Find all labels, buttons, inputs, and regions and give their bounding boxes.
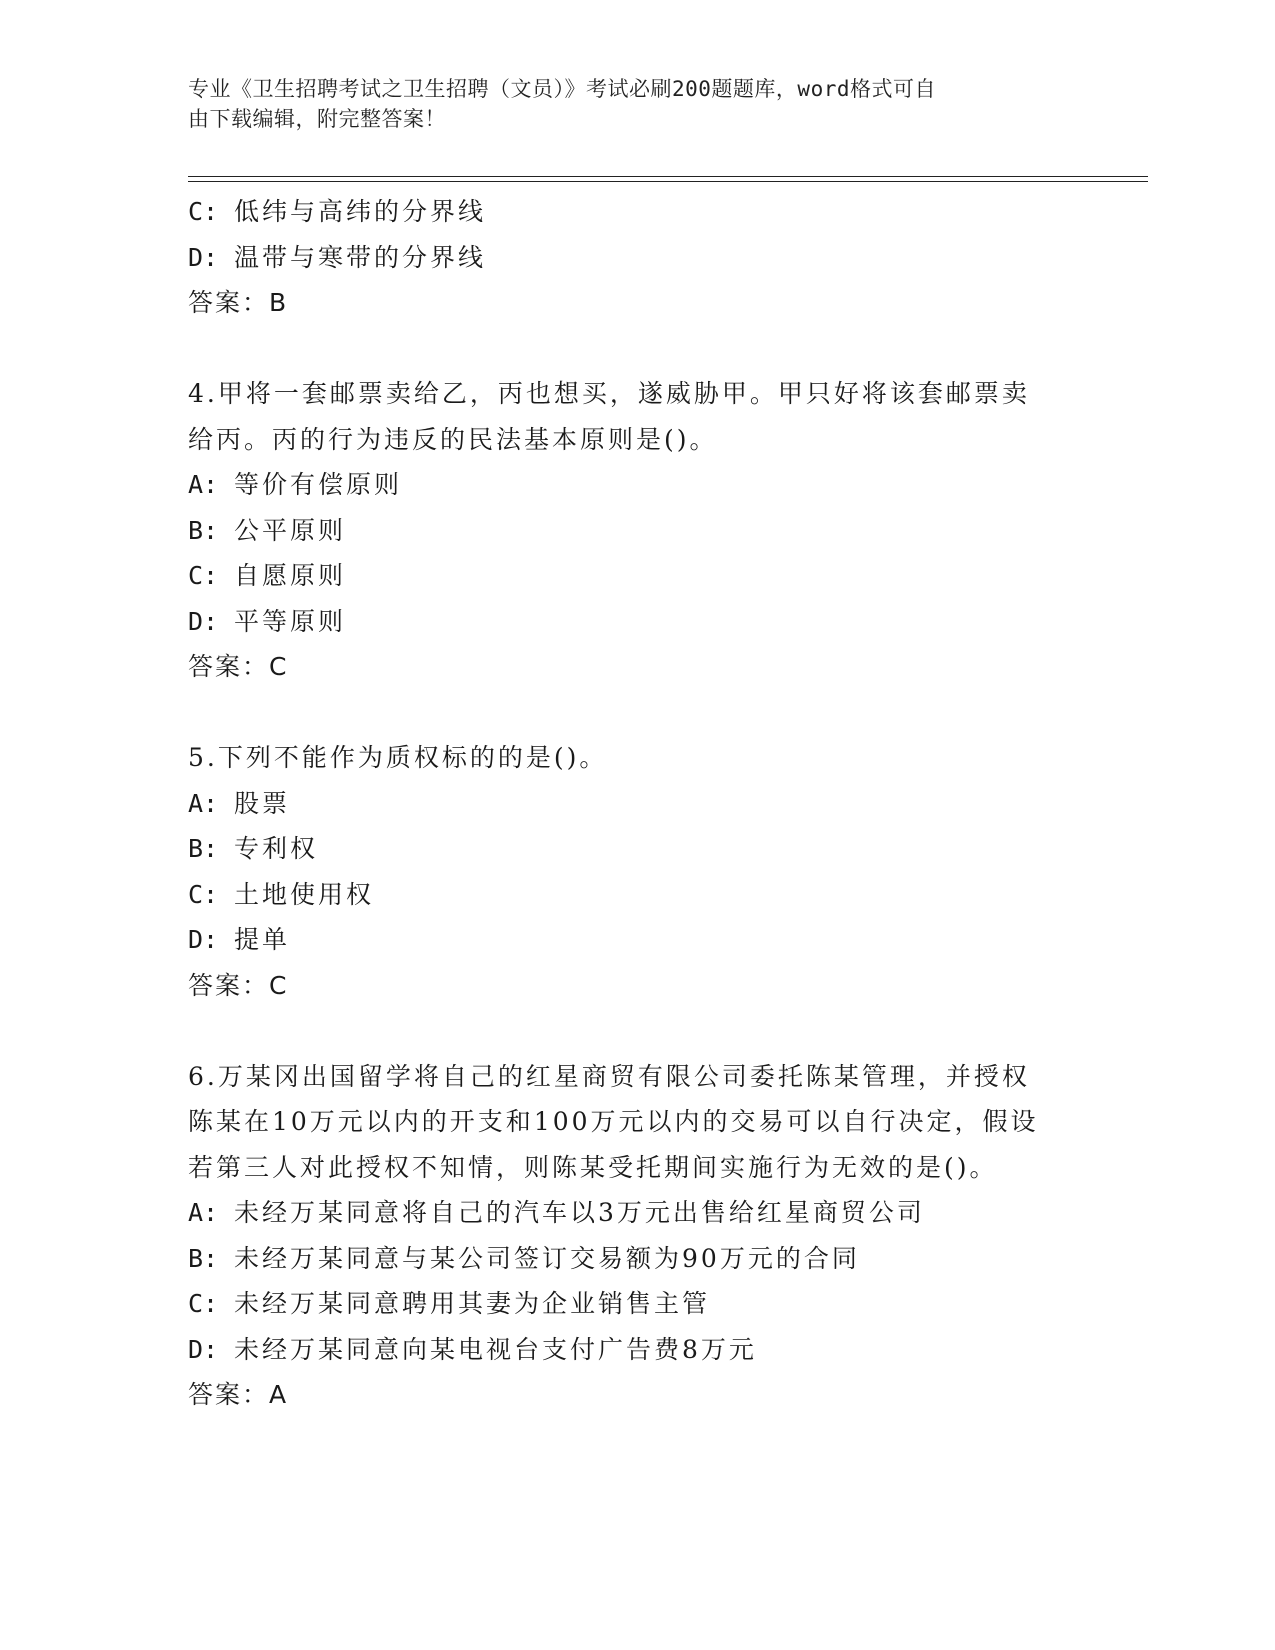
option-text: 股票: [234, 788, 291, 818]
option-text: 未经万某同意聘用其妻为企业销售主管: [234, 1289, 711, 1318]
option-a: [188, 462, 1088, 508]
header-rule-bottom: [188, 181, 1148, 182]
option-letter: C:: [188, 197, 219, 226]
question-stem-line: 陈某在10万元以内的开支和100万元以内的交易可以自行决定，假设: [188, 1107, 1039, 1136]
answer-line: 答案：C: [188, 970, 289, 1000]
option-letter: C:: [188, 879, 219, 909]
option-letter: A:: [188, 788, 219, 818]
option-d: [188, 1327, 1088, 1373]
spacer: [188, 690, 1088, 736]
question-content: [188, 189, 1088, 1418]
option-text: 未经万某同意与某公司签订交易额为90万元的合同: [234, 1243, 860, 1273]
option-text: 未经万某同意将自己的汽车以3万元出售给红星商贸公司: [234, 1198, 925, 1227]
option-text: 提单: [234, 925, 291, 954]
header-line-2: 由下载编辑，附完整答案！: [188, 107, 446, 131]
question-stem-line: 给丙。丙的行为违反的民法基本原则是()。: [188, 424, 718, 454]
option-c: [188, 872, 1088, 918]
option-b: [188, 826, 1088, 872]
option-text: 公平原则: [234, 515, 347, 545]
option-letter: A:: [188, 470, 219, 499]
question-3-tail: [188, 189, 1088, 326]
option-text: 专利权: [234, 834, 319, 863]
question-stem-line: 5.下列不能作为质权标的的是()。: [188, 743, 608, 772]
question-stem-line: 6.万某冈出国留学将自己的红星商贸有限公司委托陈某管理，并授权: [188, 1061, 1030, 1091]
option-text: 等价有偿原则: [234, 470, 403, 499]
option-c: [188, 553, 1088, 599]
option-letter: C:: [188, 561, 219, 590]
question-5: [188, 735, 1088, 1008]
option-a: [188, 781, 1088, 827]
option-letter: D:: [188, 1334, 219, 1364]
option-c: [188, 189, 1088, 235]
question-4: [188, 371, 1088, 690]
answer-line: 答案：B: [188, 288, 289, 317]
option-letter: A:: [188, 1198, 219, 1227]
option-text: 土地使用权: [234, 879, 375, 909]
option-text: 自愿原则: [234, 561, 347, 590]
option-letter: D:: [188, 242, 219, 272]
option-letter: C:: [188, 1289, 219, 1318]
header-line-1: 专业《卫生招聘考试之卫生招聘（文员）》考试必刷200题题库，word格式可自: [188, 77, 936, 101]
option-b: [188, 508, 1088, 554]
question-6: [188, 1054, 1088, 1418]
option-d: [188, 917, 1088, 963]
option-letter: D:: [188, 606, 219, 636]
option-letter: D:: [188, 925, 219, 954]
option-letter: B:: [188, 1243, 219, 1273]
answer-line: 答案：C: [188, 652, 289, 681]
option-d: [188, 235, 1088, 281]
option-c: [188, 1281, 1088, 1327]
document-header: [188, 74, 1078, 134]
option-text: 未经万某同意向某电视台支付广告费8万元: [234, 1334, 757, 1364]
question-stem-line: 4.甲将一套邮票卖给乙，丙也想买，遂威胁甲。甲只好将该套邮票卖: [188, 379, 1030, 408]
option-text: 低纬与高纬的分界线: [234, 197, 487, 226]
option-b: [188, 1236, 1088, 1282]
option-letter: B:: [188, 834, 219, 863]
option-text: 平等原则: [234, 606, 347, 636]
option-letter: B:: [188, 515, 219, 545]
spacer: [188, 326, 1088, 372]
question-stem-line: 若第三人对此授权不知情，则陈某受托期间实施行为无效的是()。: [188, 1152, 998, 1182]
option-text: 温带与寒带的分界线: [234, 242, 487, 272]
option-d: [188, 599, 1088, 645]
header-rule-top: [188, 176, 1148, 177]
answer-line: 答案：A: [188, 1380, 289, 1409]
option-a: [188, 1190, 1088, 1236]
spacer: [188, 1008, 1088, 1054]
